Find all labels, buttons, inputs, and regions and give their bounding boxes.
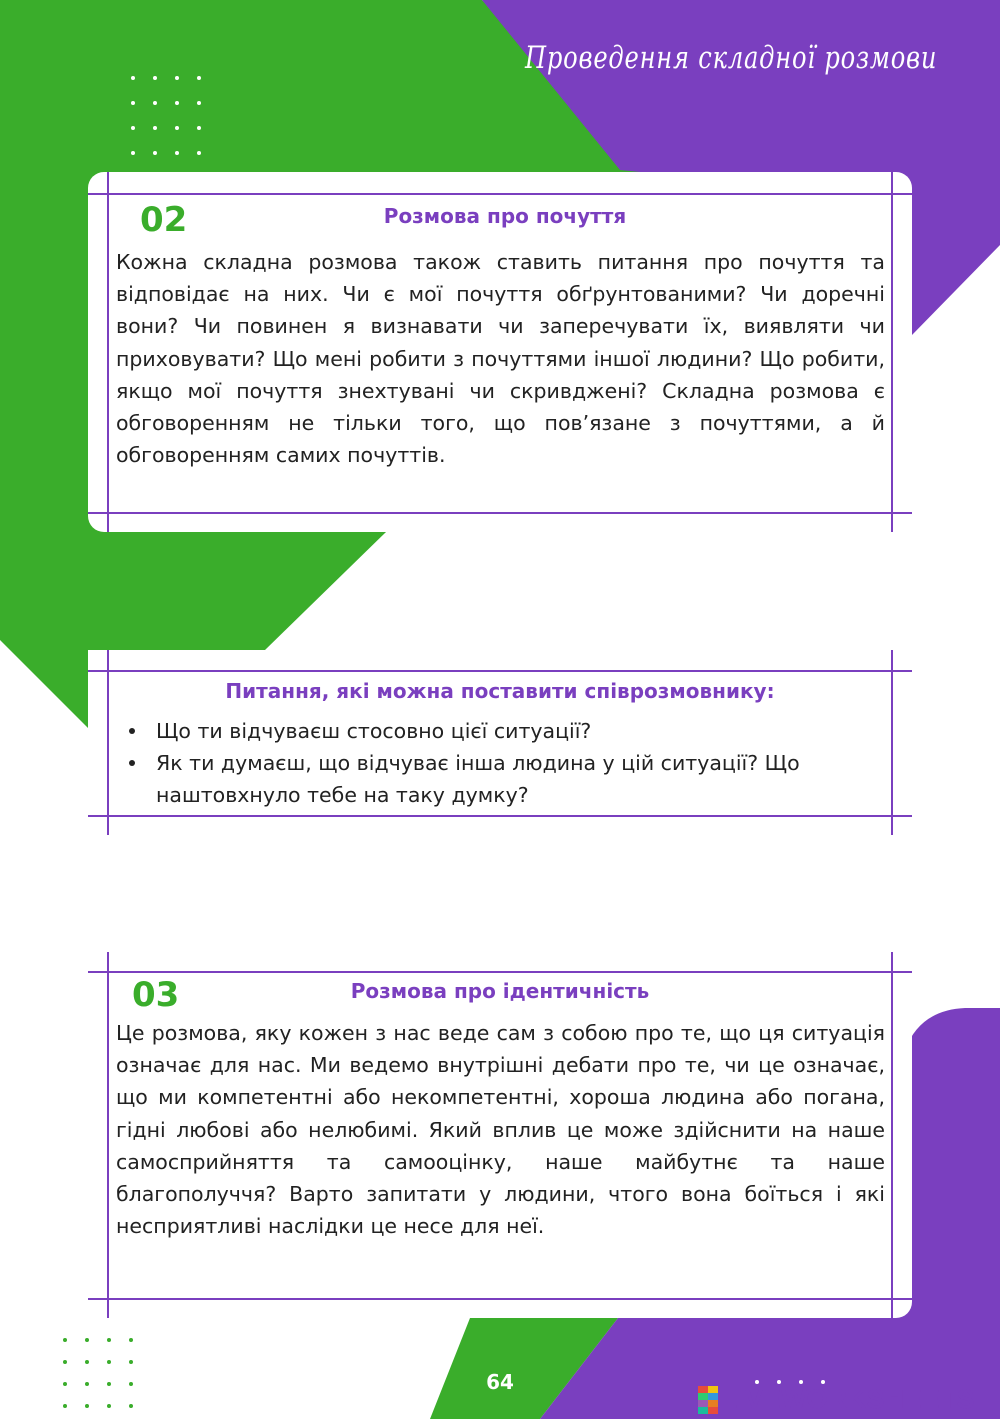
section-body: Кожна складна розмова також ставить питання про почуття та відповідає на них. Чи є мої почуття обґрунтованими? Чи доречні вони? Чи повинен я визнавати чи заперечувати їх, виявляти чи приховувати? Що мені робити з почуттями іншої людини? Що робити, якщо мої почуття знехтувані чи скривджені? Складна розмова є обговоренням не тільки того, що пов’язане з почуттями, а й обговоренням самих почуттів. (116, 250, 885, 468)
card-border-line (891, 172, 893, 532)
card-border-line (88, 193, 912, 195)
questions-list (116, 715, 886, 811)
page-number: 64 (486, 1370, 514, 1394)
card-border-line (88, 971, 912, 973)
decorative-dots-bottom (63, 1338, 133, 1408)
card-border-line (88, 512, 912, 514)
liveworksheets-logo (698, 1384, 975, 1415)
section-number: 02 (140, 200, 188, 240)
document-title: Проведення складної розмови (525, 40, 938, 76)
decorative-dots-top (131, 76, 201, 155)
card-border-line (107, 172, 109, 532)
section-heading: Розмова про ідентичність (350, 979, 650, 1003)
list-item: Що ти відчуваєш стосовно цієї ситуації? (116, 715, 886, 747)
section-body: Це розмова, яку кожен з нас веде сам з собою про те, що ця ситуація означає для нас. Ми ведемо внутрішні дебати про те, чи це означає, що ми компетентні або некомпетентні, хороша людина або погана, гідні любові або нелюбимі. Який вплив це може здійснити на наше самосприйняття та самооцінку, наше майбутнє та наше благополуччя? Варто запитати у людини, чтого вона боїться і які несприятливі наслідки це несе для неї. (116, 1021, 885, 1239)
card-border-line (107, 952, 109, 1318)
card-border-line (891, 650, 893, 835)
card-border-line (107, 650, 109, 835)
logo-text: LIVEWORKSHEETS (721, 1384, 975, 1414)
liveworksheets-logo-icon (698, 1386, 718, 1414)
list-item: Як ти думаєш, що відчуває інша людина у цій ситуації? Що наштовхнуло тебе на таку думку? (116, 747, 886, 811)
section-number: 03 (132, 975, 180, 1015)
card-border-line (88, 670, 912, 672)
questions-heading: Питання, які можна поставити співрозмовнику: (225, 679, 775, 703)
card-border-line (88, 1298, 912, 1300)
card-border-line (88, 815, 912, 817)
card-border-line (891, 952, 893, 1318)
section-heading: Розмова про почуття (383, 204, 627, 228)
